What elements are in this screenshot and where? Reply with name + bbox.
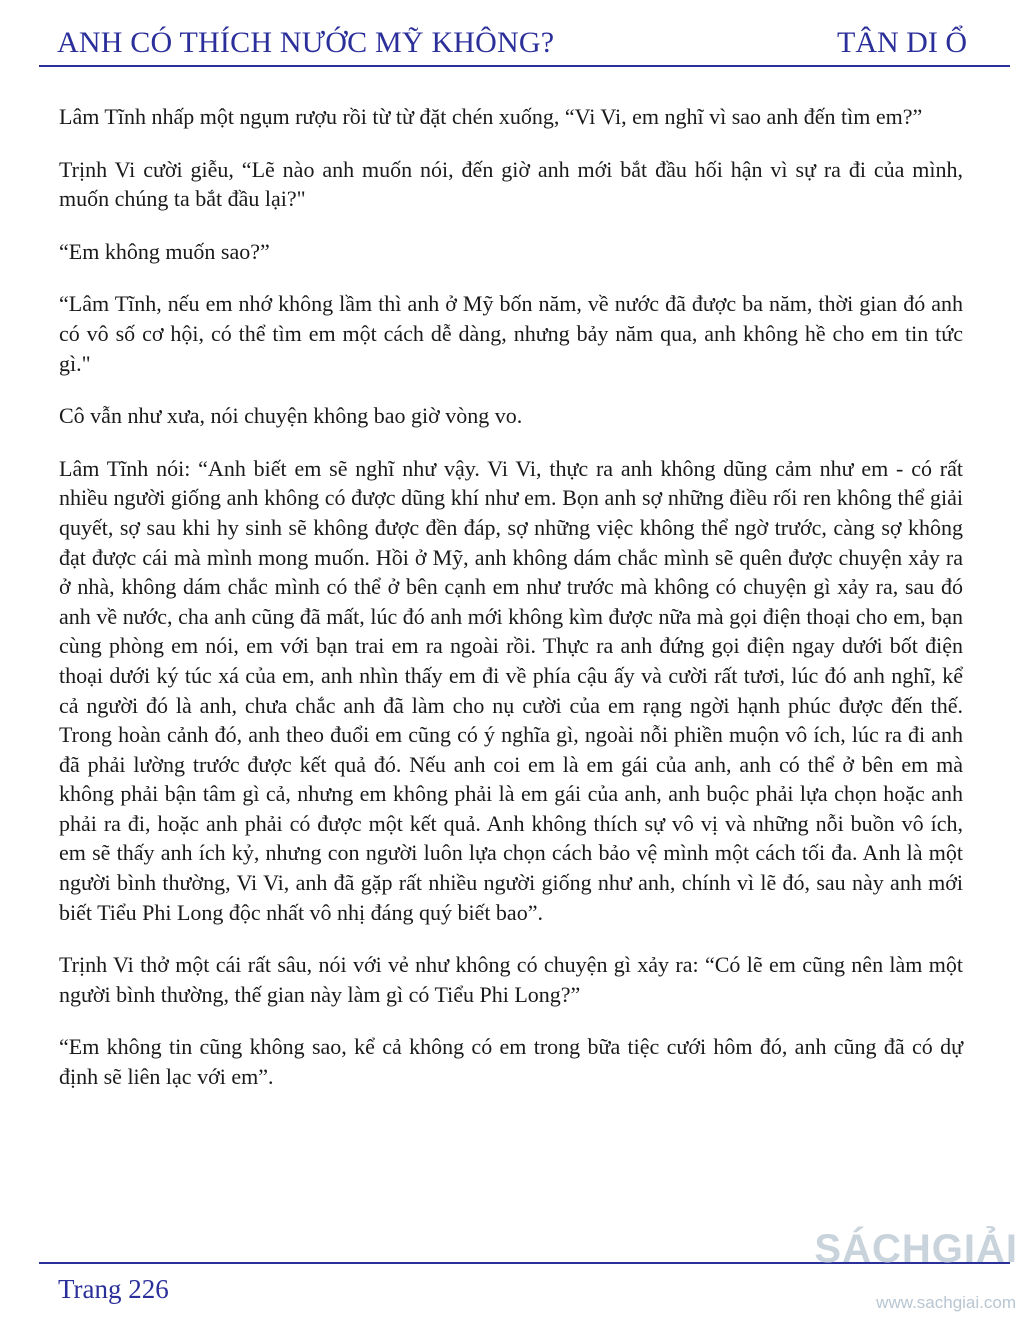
page-header <box>57 26 967 66</box>
paragraph: Trịnh Vi thở một cái rất sâu, nói với vẻ như không có chuyện gì xảy ra: “Có lẽ em cũng nên làm một người bình thường, thế gian này làm gì có Tiểu Phi Long?” <box>59 952 963 1007</box>
paragraph: “Lâm Tĩnh, nếu em nhớ không lầm thì anh ở Mỹ bốn năm, về nước đã được ba năm, thời gian đó anh có vô số cơ hội, có thể tìm em một cách dễ dàng, nhưng bảy năm qua, anh không hề cho em tin tức gì." <box>59 291 963 376</box>
header-rule <box>39 65 1010 67</box>
paragraph: Lâm Tĩnh nhấp một ngụm rượu rồi từ từ đặt chén xuống, “Vi Vi, em nghĩ vì sao anh đến tìm em?” <box>59 104 923 129</box>
watermark-logo: SÁCHGIẢI <box>814 1227 1018 1271</box>
watermark-url: www.sachgiai.com <box>876 1293 1016 1312</box>
page-number: Trang 226 <box>58 1274 169 1304</box>
watermark <box>808 1227 1018 1319</box>
paragraph: “Em không muốn sao?” <box>59 238 270 264</box>
paragraph: “Em không tin cũng không sao, kể cả không có em trong bữa tiệc cưới hôm đó, anh cũng đã có dự định sẽ liên lạc với em”. <box>59 1034 963 1090</box>
paragraph: Trịnh Vi cười giễu, “Lẽ nào anh muốn nói, đến giờ anh mới bắt đầu hối hận vì sự ra đi của mình, muốn chúng ta bắt đầu lại?" <box>59 156 963 212</box>
book-title: ANH CÓ THÍCH NƯỚC MỸ KHÔNG? <box>57 26 555 59</box>
paragraph: Lâm Tĩnh nói: “Anh biết em sẽ nghĩ như vậy. Vi Vi, thực ra anh không dũng cảm như em - có rất nhiều người giống anh không có được dũng khí như em. Bọn anh sợ những điều rối ren không thể giải quyết, sợ sau khi hy sinh sẽ không được đền đáp, sợ những việc không thể ngờ trước, càng sợ không đạt được cái mà mình mong muốn. Hồi ở Mỹ, anh không dám chắc mình sẽ quên được chuyện xảy ra ở nhà, không dám chắc mình có thể ở bên cạnh em như trước mà không có chuyện gì xảy ra, sau đó anh về nước, cha anh cũng đã mất, lúc đó anh mới không kìm được nữa mà gọi điện thoại cho em, bạn cùng phòng em nói, em với bạn trai em ra ngoài rồi. Thực ra anh đứng gọi điện ngay dưới bốt điện thoại dưới ký túc xá của em, anh nhìn thấy em đi về phía cậu ấy và cười rất tươi, lúc đó anh nghĩ, kể cả người đó là anh, chưa chắc anh đã làm cho nụ cười của em rạng ngời hạnh phúc được đến thế. Trong hoàn cảnh đó, anh theo đuổi em cũng có ý nghĩa gì, ngoài nỗi phiền muộn vô ích, lúc ra đi anh đã phải lường trước được kết quả đó. Nếu anh coi em là em gái của anh, anh có thể ở bên em mà không phải bận tâm gì cả, nhưng em không phải là em gái của anh, anh buộc phải lựa chọn hoặc anh phải ra đi, hoặc anh phải có được một kết quả. Anh không thích sự vô vị và những nỗi buồn vô ích, em sẽ thấy anh ích kỷ, nhưng con người luôn lựa chọn cách bảo vệ mình một cách tối đa. Anh là một người bình thường, Vi Vi, anh đã gặp rất nhiều người giống như anh, chính vì lẽ đó, sau này anh mới biết Tiểu Phi Long độc nhất vô nhị đáng quý biết bao”. <box>59 455 963 925</box>
page-body <box>59 102 963 1115</box>
paragraph: Cô vẫn như xưa, nói chuyện không bao giờ vòng vo. <box>59 403 523 429</box>
book-author: TÂN DI Ổ <box>837 26 967 59</box>
